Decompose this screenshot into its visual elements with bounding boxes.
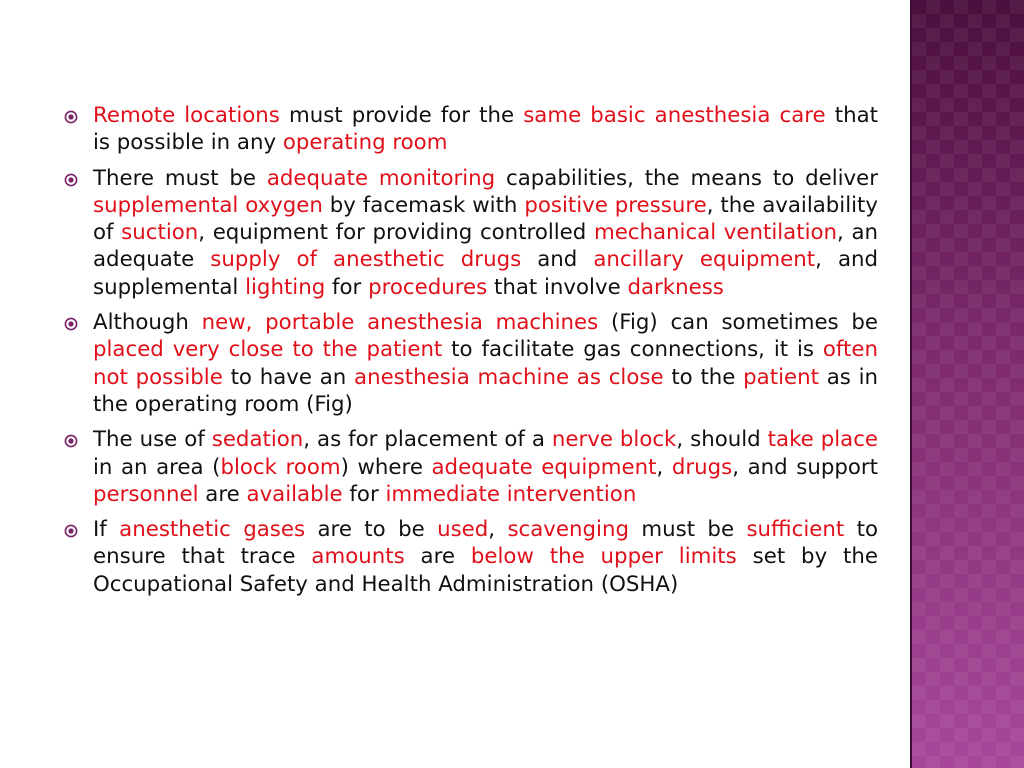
bullet-text: , as for placement of a	[303, 427, 552, 453]
bullet-item	[60, 102, 878, 157]
bullet-text: , equipment for providing controlled	[198, 220, 594, 246]
bullet-text: , the availability of	[93, 192, 879, 246]
slide-body	[60, 102, 878, 606]
bullet-text: by facemask with	[322, 192, 525, 218]
highlighted-term: sedation	[211, 427, 304, 453]
highlighted-term: adequate equipment	[431, 454, 657, 480]
bullet-text: that is possible in any	[93, 103, 878, 156]
highlighted-term: block room	[220, 454, 341, 480]
highlighted-term: drugs	[671, 454, 733, 480]
bullet-item	[60, 309, 878, 418]
bullet-text: must be	[628, 517, 747, 543]
highlighted-term: immediate intervention	[385, 481, 637, 507]
circle-dot-bullet-icon	[64, 524, 78, 538]
circle-dot-bullet-icon	[64, 173, 78, 187]
bullet-text: are	[198, 481, 247, 507]
highlighted-term: procedures	[368, 274, 488, 300]
bullet-text: that involve	[487, 274, 628, 300]
bullet-text: capabilities, the means to deliver	[495, 165, 878, 191]
highlighted-term: placed very close to the patient	[93, 337, 443, 363]
highlighted-term: below the upper limits	[470, 544, 737, 570]
highlighted-term: sufficient	[746, 517, 845, 543]
highlighted-term: adequate monitoring	[266, 165, 496, 191]
highlighted-term: patient	[743, 364, 819, 390]
highlighted-term: anesthesia machine as close	[354, 364, 664, 390]
bullet-text: as in the operating room (Fig)	[93, 364, 879, 417]
bullet-text: ) where	[340, 454, 432, 480]
highlighted-term: suction	[121, 220, 199, 246]
bullet-text: , and support	[732, 454, 878, 480]
highlighted-term: amounts	[311, 544, 405, 570]
highlighted-term: lighting	[245, 274, 326, 300]
bullet-text: for	[342, 481, 386, 507]
circle-dot-bullet-icon	[64, 317, 78, 331]
bullet-text: for	[325, 274, 369, 300]
highlighted-term: supply of anesthetic drugs	[210, 247, 522, 273]
bullet-text: If	[93, 517, 120, 543]
bullet-text: are	[404, 544, 471, 570]
bullet-list	[60, 102, 878, 598]
highlighted-term: personnel	[93, 481, 199, 507]
circle-dot-bullet-icon	[64, 434, 78, 448]
bullet-text: to have an	[222, 364, 355, 390]
bullet-text: , and supplemental	[93, 247, 879, 300]
highlighted-term: anesthetic gases	[119, 517, 306, 543]
bullet-item	[60, 426, 878, 508]
highlighted-term: new, portable anesthesia machines	[201, 310, 599, 336]
bullet-text: ,	[656, 454, 672, 480]
circle-dot-bullet-icon	[64, 110, 78, 124]
bullet-text: must provide for the	[279, 103, 524, 128]
highlighted-term: positive pressure	[524, 192, 707, 218]
bullet-text: The use of	[93, 427, 212, 453]
bullet-text: There must be	[93, 165, 267, 191]
bullet-text: ,	[488, 517, 508, 543]
highlighted-term: ancillary equipment	[593, 247, 816, 273]
highlighted-term: supplemental oxygen	[93, 192, 323, 218]
bullet-text: Although	[93, 310, 202, 336]
bullet-text: to ensure that trace	[93, 517, 878, 570]
bullet-item	[60, 165, 878, 301]
highlighted-term: used	[437, 517, 489, 543]
highlighted-term: darkness	[627, 274, 724, 300]
bullet-text: in an area (	[93, 454, 221, 480]
bullet-text: are to be	[305, 517, 438, 543]
highlighted-term: Remote locations	[93, 103, 280, 128]
highlighted-term: same basic anesthesia care	[523, 103, 826, 128]
bullet-text: to facilitate gas connections, it is	[442, 337, 823, 363]
bullet-text: to the	[663, 364, 744, 390]
highlighted-term: often not possible	[93, 337, 879, 390]
decorative-side-band	[912, 0, 1024, 768]
highlighted-term: operating room	[282, 130, 448, 156]
highlighted-term: take place	[767, 427, 879, 453]
highlighted-term: scavenging	[507, 517, 629, 543]
bullet-text: , an adequate	[93, 220, 878, 273]
bullet-text: and	[521, 247, 594, 273]
bullet-text: set by the Occupational Safety and Health Administration (OSHA)	[93, 544, 878, 597]
bullet-item	[60, 516, 878, 598]
highlighted-term: mechanical ventilation	[593, 220, 838, 246]
highlighted-term: nerve block	[551, 427, 677, 453]
bullet-text: (Fig) can sometimes be	[598, 310, 879, 336]
highlighted-term: available	[246, 481, 343, 507]
bullet-text: , should	[676, 427, 768, 453]
